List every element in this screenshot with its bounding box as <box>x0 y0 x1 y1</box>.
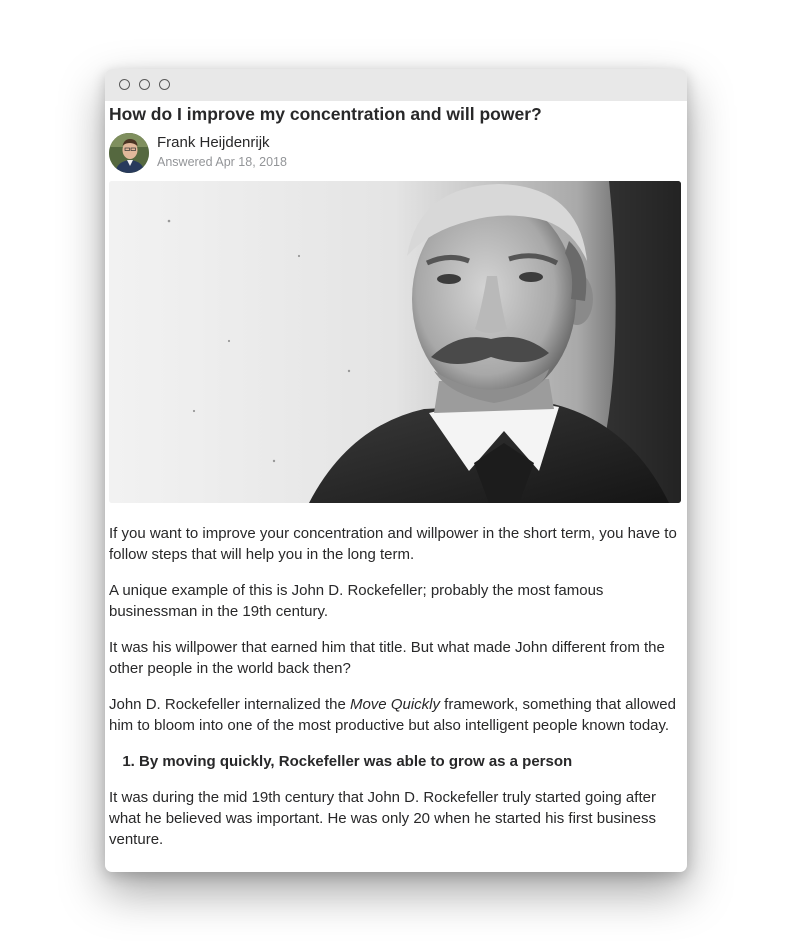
answer-paragraph-1: If you want to improve your concentration and willpower in the short term, you have to follow steps that will help you in the long term. <box>109 525 677 563</box>
list-item: 1. By moving quickly, Rockefeller was able to grow as a person <box>139 751 681 772</box>
move-quickly-emphasis: Move Quickly <box>349 696 440 713</box>
avatar-photo-icon <box>109 133 149 173</box>
close-window-button[interactable] <box>119 79 130 90</box>
answer-page <box>109 101 681 865</box>
window-titlebar <box>105 69 687 101</box>
question-title[interactable]: How do I improve my concentration and will power? <box>109 104 542 124</box>
answer-numbered-list <box>109 751 681 772</box>
answer-paragraph-5: It was during the mid 19th century that John D. Rockefeller truly started going after what he believed was important. He was only 20 when he started his first business venture. <box>109 789 656 848</box>
answer-paragraph-3: It was his willpower that earned him that title. But what made John different from the other people in the world back then? <box>109 639 665 677</box>
author-name[interactable]: Frank Heijdenrijk <box>157 134 270 151</box>
answer-photo <box>109 181 681 503</box>
maximize-window-button[interactable] <box>159 79 170 90</box>
author-avatar[interactable] <box>109 133 149 173</box>
answer-paragraph-2: A unique example of this is John D. Rockefeller; probably the most famous businessman in the 19th century. <box>109 582 604 620</box>
answer-paragraph-4 <box>109 694 681 736</box>
minimize-window-button[interactable] <box>139 79 150 90</box>
paragraph-4-text-start: John D. Rockefeller internalized the <box>109 696 350 713</box>
answered-date[interactable]: Answered Apr 18, 2018 <box>157 155 287 169</box>
rockefeller-portrait-image <box>109 181 681 503</box>
paragraph-4-text-end: framework, something that allowed him to bloom into one of the most productive but also intelligent people known today. <box>109 696 676 734</box>
browser-window <box>105 69 687 872</box>
author-block <box>109 133 681 179</box>
answer-body <box>109 523 681 850</box>
